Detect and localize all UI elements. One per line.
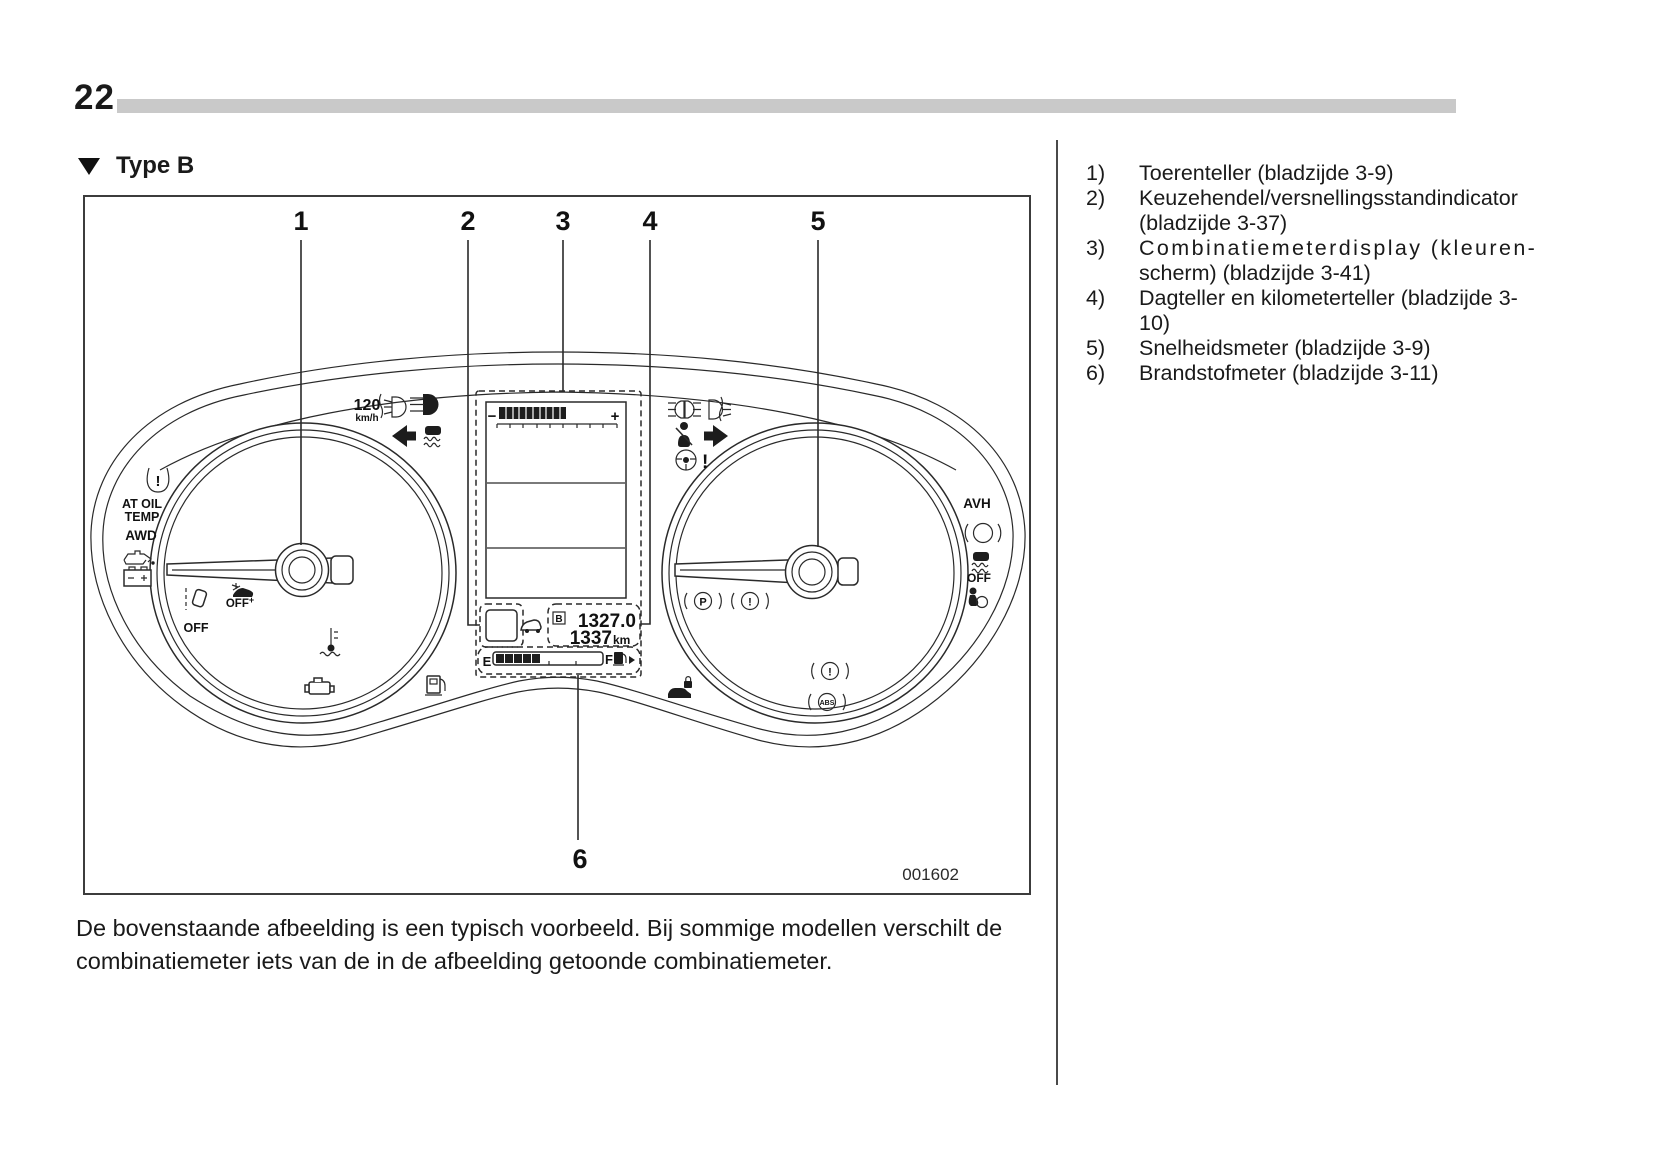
vehicle-load-icon <box>521 620 541 633</box>
list-item-number: 1) <box>1086 161 1106 185</box>
page-number: 22 <box>74 78 115 117</box>
awd-label: AWD <box>125 528 157 543</box>
list-item <box>1086 361 1546 386</box>
callout-4: 4 <box>642 206 658 236</box>
tail-light-icon <box>668 401 701 418</box>
vehicle-stability-icon <box>424 426 441 447</box>
column-divider <box>1056 140 1058 1085</box>
triangle-marker-icon <box>78 158 100 175</box>
trip-meter-value: 1327.0 <box>577 611 636 632</box>
svg-text:!: ! <box>748 596 752 609</box>
list-item-number: 6) <box>1086 361 1106 385</box>
list-item <box>1086 336 1546 361</box>
fuel-empty-label: E <box>482 654 492 669</box>
odometer-value: 1337 <box>569 628 612 649</box>
lane-departure-off-label: OFF <box>183 621 209 635</box>
fuel-pump-icon <box>613 652 626 665</box>
legend-list <box>1086 161 1546 386</box>
battery-charge-icon <box>124 567 151 586</box>
figure-caption <box>76 912 1002 978</box>
front-fog-light-icon <box>380 394 407 418</box>
bar-meter-plus-label: + <box>610 408 620 425</box>
list-item-text: Dagteller en kilometerteller (bladzijde 3- <box>1139 286 1518 310</box>
list-item-text: Combinatiemeterdisplay (kleuren- <box>1139 236 1538 260</box>
airbag-warning-icon <box>969 588 988 608</box>
list-item <box>1086 186 1546 236</box>
svg-text:ABS: ABS <box>819 700 835 707</box>
section-title: Type B <box>116 152 195 179</box>
tpms-exclamation: ! <box>155 473 161 490</box>
callout-2: 2 <box>460 206 476 236</box>
brake-hold-icon <box>965 524 1001 543</box>
gear-position-indicator <box>486 610 517 641</box>
at-oil-temp-label-line2: TEMP <box>124 510 160 524</box>
list-item <box>1086 161 1546 186</box>
bar-meter-minus-label: − <box>487 408 497 425</box>
list-item-number: 2) <box>1086 186 1106 210</box>
at-oil-temp-label-line1: AT OIL <box>121 497 163 511</box>
list-item-text: (bladzijde 3-37) <box>1139 211 1288 235</box>
lcd-display <box>486 402 626 598</box>
list-item-text: Toerenteller (bladzijde 3-9) <box>1139 161 1394 185</box>
power-steering-warning-icon <box>676 450 708 473</box>
security-indicator-icon <box>668 677 692 698</box>
list-item-text: Brandstofmeter (bladzijde 3-11) <box>1139 361 1439 385</box>
speed-limiter-unit-label: km/h <box>355 413 379 424</box>
figure-box <box>83 195 1031 895</box>
header-rule <box>117 99 1456 113</box>
callout-6: 6 <box>572 844 588 874</box>
list-item-text: Snelheidsmeter (bladzijde 3-9) <box>1139 336 1431 360</box>
fuel-full-label: F <box>605 652 613 667</box>
list-item <box>1086 286 1546 336</box>
list-item <box>1086 236 1546 286</box>
right-turn-signal-icon <box>704 425 728 447</box>
left-turn-signal-icon <box>392 425 416 447</box>
svg-text:P: P <box>699 596 707 609</box>
list-item-number: 3) <box>1086 236 1106 260</box>
callout-5: 5 <box>810 206 826 236</box>
xmode-off-label: OFF+ <box>225 595 255 610</box>
odometer-group <box>548 604 640 649</box>
list-item-text: 10) <box>1139 311 1171 335</box>
instrument-cluster-diagram <box>85 197 1029 893</box>
caption-line-2: combinatiemeter iets van de in de afbeelding getoonde combinatiemeter. <box>76 948 833 974</box>
list-item-number: 4) <box>1086 286 1106 310</box>
low-fuel-warning-icon <box>425 676 445 695</box>
figure-code: 001602 <box>902 865 959 884</box>
rear-fog-light-icon <box>709 397 731 421</box>
caption-line-1: De bovenstaande afbeelding is een typisch voorbeeld. Bij sommige modellen verschilt de <box>76 915 1003 941</box>
steering-exclamation: ! <box>702 452 709 473</box>
speed-limiter-value-label: 120 <box>353 397 381 414</box>
odometer-unit: km <box>613 633 631 647</box>
fuel-filler-side-arrow-icon <box>629 656 635 664</box>
callout-1: 1 <box>293 206 309 236</box>
list-item-number: 5) <box>1086 336 1106 360</box>
high-beam-icon <box>410 394 439 415</box>
avh-label: AVH <box>963 496 991 511</box>
svg-text:!: ! <box>828 666 832 679</box>
list-item-text: scherm) (bladzijde 3-41) <box>1139 261 1371 285</box>
vsc-off-icon <box>972 552 989 573</box>
fuel-gauge-group <box>478 647 640 674</box>
section-heading <box>78 152 194 180</box>
seatbelt-warning-icon <box>676 422 692 447</box>
vsc-off-label: OFF <box>967 571 991 585</box>
list-item-text: Keuzehendel/versnellingsstandindicator <box>1139 186 1518 210</box>
callout-3: 3 <box>555 206 571 236</box>
trip-mode-label: B <box>555 614 563 625</box>
tpms-warning-icon <box>147 468 169 492</box>
